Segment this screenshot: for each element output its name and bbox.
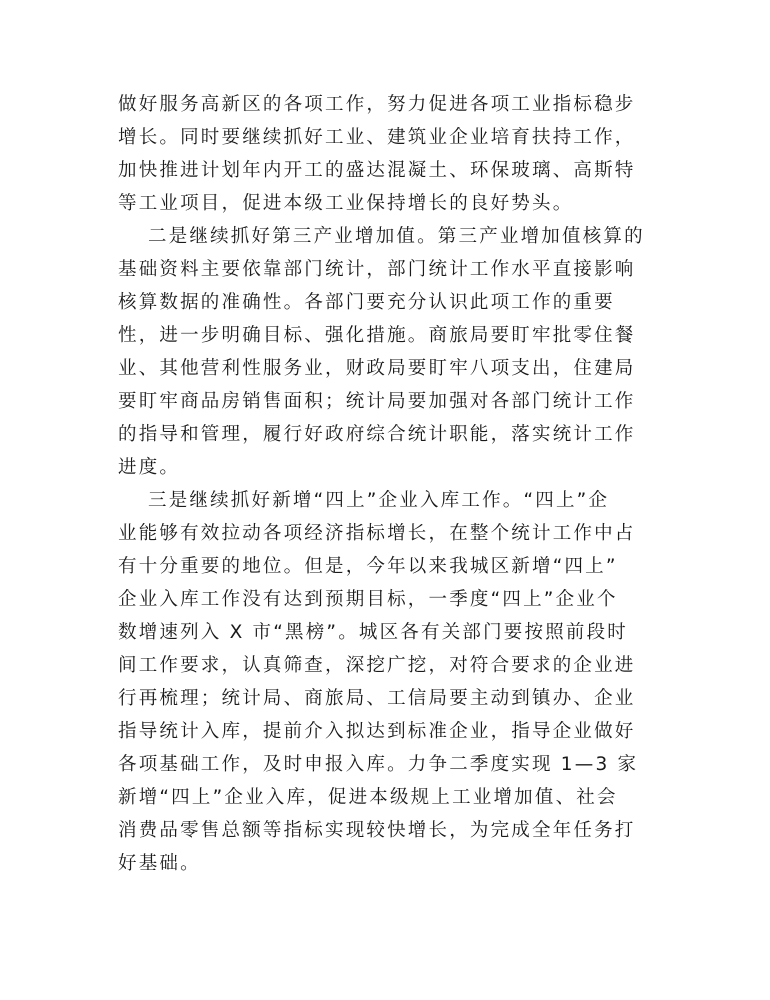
text-line-4: 等工业项目，促进本级工业保持增长的良好势头。 <box>118 193 574 214</box>
text-line-1: 做好服务高新区的各项工作，努力促进各项工业指标稳步 <box>118 94 636 115</box>
text-line-21: 各项基础工作，及时申报入库。力争二季度实现 1—3 家 <box>118 754 639 775</box>
text-line-6: 基础资料主要依靠部门统计，部门统计工作水平直接影响 <box>118 259 636 280</box>
text-line-2: 增长。同时要继续抓好工业、建筑业企业培育扶持工作， <box>118 127 636 148</box>
text-line-24: 好基础。 <box>118 853 201 874</box>
text-line-10: 要盯牢商品房销售面积；统计局要加强对各部门统计工作 <box>118 391 636 412</box>
text-line-3: 加快推进计划年内开工的盛达混凝土、环保玻璃、高斯特 <box>118 160 636 181</box>
text-line-16: 企业入库工作没有达到预期目标，一季度“四上”企业个 <box>118 589 618 610</box>
text-line-5: 二是继续抓好第三产业增加值。第三产业增加值核算的 <box>148 226 645 247</box>
document-body <box>118 88 658 880</box>
text-line-8: 性，进一步明确目标、强化措施。商旅局要盯牢批零住餐 <box>118 325 636 346</box>
text-line-17: 数增速列入 X 市“黑榜”。城区各有关部门要按照前段时 <box>118 622 629 643</box>
text-line-20: 指导统计入库，提前介入拟达到标准企业，指导企业做好 <box>118 721 636 742</box>
text-line-15: 有十分重要的地位。但是，今年以来我城区新增“四上” <box>118 556 618 577</box>
text-line-7: 核算数据的准确性。各部门要充分认识此项工作的重要 <box>118 292 615 313</box>
text-line-19: 行再梳理；统计局、商旅局、工信局要主动到镇办、企业 <box>118 688 636 709</box>
text-line-22: 新增“四上”企业入库，促进本级规上工业增加值、社会 <box>118 787 618 808</box>
text-line-9: 业、其他营利性服务业，财政局要盯牢八项支出，住建局 <box>118 358 636 379</box>
text-line-11: 的指导和管理，履行好政府综合统计职能，落实统计工作 <box>118 424 636 445</box>
text-line-13: 三是继续抓好新增“四上”企业入库工作。“四上”企 <box>148 490 610 511</box>
text-line-12: 进度。 <box>118 457 181 478</box>
text-line-14: 业能够有效拉动各项经济指标增长，在整个统计工作中占 <box>118 523 636 544</box>
text-line-23: 消费品零售总额等指标实现较快增长，为完成全年任务打 <box>118 820 636 841</box>
text-line-18: 间工作要求，认真筛查，深挖广挖，对符合要求的企业进 <box>118 655 636 676</box>
